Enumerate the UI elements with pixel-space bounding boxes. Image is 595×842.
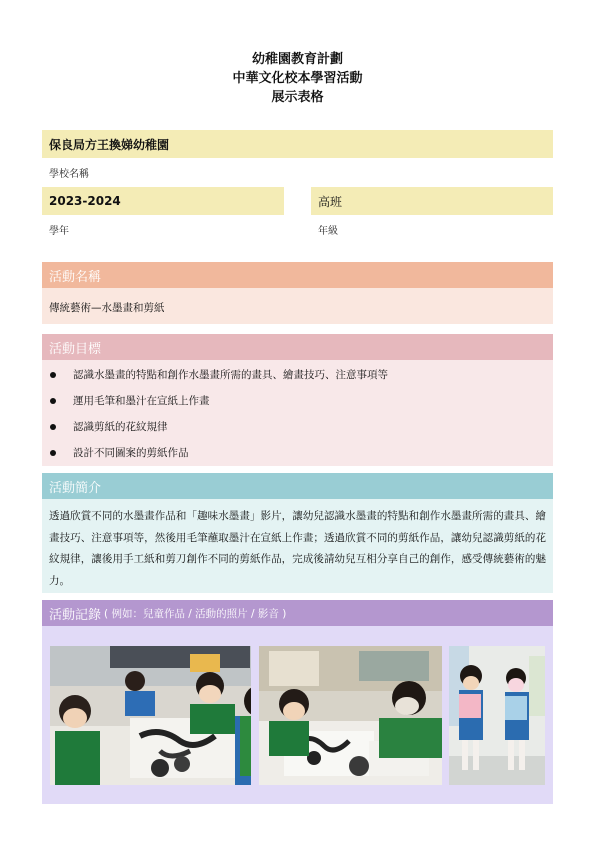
list-item: 認識水墨畫的特點和創作水墨畫所需的畫具、繪畫技巧、注意事項等 [42, 368, 553, 394]
activity-photo-paper-cutting [449, 646, 545, 785]
list-item: 認識剪紙的花紋規律 [42, 420, 553, 446]
records-heading-text: 活動記錄 [49, 607, 102, 623]
intro-text: 透過欣賞不同的水墨畫作品和「趣味水墨畫」影片，讓幼兒認識水墨畫的特點和創作水墨畫所需的畫具、繪畫技巧、注意事項等，然後用毛筆蘸取墨汁在宣紙上作畫；透過欣賞不同的剪紙作品，讓幼兒認識剪紙的花紋規律，讓後用手工紙和剪刀創作不同的剪紙作品，完成後請幼兒互相分享自己的創作，感受傳統藝術的魅力。 [49, 510, 546, 587]
intro-body [42, 499, 553, 593]
page-title-line1: 幼稚園教育計劃 [251, 52, 343, 67]
objectives-heading: 活動目標 [42, 334, 553, 360]
page-title-line3: 展示表格 [271, 90, 324, 105]
bullet-icon [50, 424, 56, 430]
intro-heading: 活動簡介 [42, 473, 553, 499]
list-item: 設計不同圖案的剪紙作品 [42, 446, 553, 472]
records-heading-note: ( 例如：兒童作品 / 活動的照片 / 影音 ) [104, 607, 287, 620]
activity-name-heading: 活動名稱 [42, 262, 553, 288]
objectives-list [42, 360, 553, 472]
school-year-field: 2023-2024 [42, 187, 284, 215]
bullet-icon [50, 372, 56, 378]
bullet-icon [50, 450, 56, 456]
grade-field: 高班 [311, 187, 553, 215]
activity-name-value: 傳統藝術—水墨畫和剪紙 [42, 288, 553, 324]
records-heading [42, 600, 553, 626]
grade-label: 年級 [318, 226, 338, 237]
school-name-label: 學校名稱 [49, 169, 89, 180]
objectives-body [42, 360, 553, 466]
activity-photo-ink-painting-1 [50, 646, 251, 785]
page-title-line2: 中華文化校本學習活動 [232, 71, 363, 86]
bullet-icon [50, 398, 56, 404]
school-name-field: 保良局方王換娣幼稚園 [42, 130, 553, 158]
activity-photo-ink-painting-2 [259, 646, 442, 785]
school-year-label: 學年 [49, 226, 69, 237]
list-item: 運用毛筆和墨汁在宣紙上作畫 [42, 394, 553, 420]
